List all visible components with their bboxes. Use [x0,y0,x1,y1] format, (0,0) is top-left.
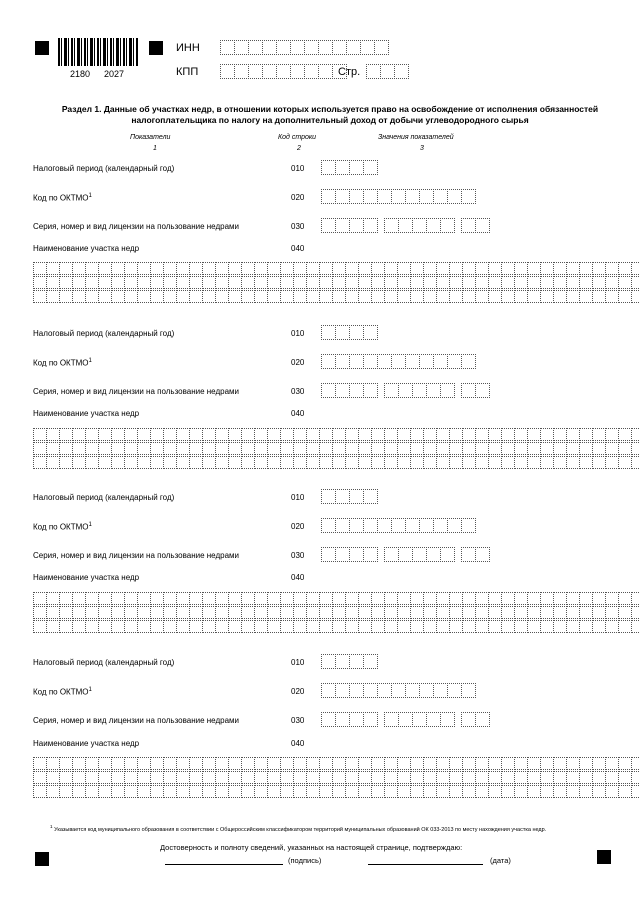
column-header-line-code: Код строки [278,134,317,141]
column-number-1: 1 [153,145,157,152]
signature-statement: Достоверность и полноту сведений, указанных на настоящей странице, подтверждаю: [160,843,463,852]
footnote-marker: 1 [50,824,53,829]
row-code-040: 040 [291,739,305,748]
footnote-text: Указывается код муниципального образования в соответствии с Общероссийским классификатором территорий муниципальных образований ОК 033-2013 по месту нахождения участка недр. [54,826,547,833]
tax-period-field[interactable] [321,489,377,504]
oktmo-field[interactable] [321,354,475,369]
corner-marker-top-left [35,41,49,55]
kpp-field[interactable] [220,64,346,79]
row-name-label: Наименование участка недр [33,409,140,418]
subsoil-name-field-line-3[interactable] [33,290,640,303]
license-field[interactable] [321,218,489,233]
kpp-label: КПП [176,66,199,78]
column-header-indicators: Показатели [130,134,171,141]
signature-label: (подпись) [288,856,322,865]
row-oktmo-label: Код по ОКТМО$^1$ [33,193,92,203]
barcode [58,38,138,66]
row-code-020: 020 [291,358,305,367]
tax-period-field[interactable] [321,325,377,340]
column-number-2: 2 [297,145,301,152]
subsoil-name-field-line-2[interactable] [33,276,640,289]
row-period-label: Налоговый период (календарный год) [33,164,175,173]
corner-marker-top-right [149,41,163,55]
subsoil-name-field-line-1[interactable] [33,428,640,441]
row-code-030: 030 [291,551,305,560]
row-name-label: Наименование участка недр [33,244,140,253]
corner-marker-bottom-right [597,850,611,864]
subsoil-name-field-line-3[interactable] [33,620,640,633]
page-label: Стр. [338,66,361,78]
row-code-040: 040 [291,244,305,253]
subsoil-name-field-line-1[interactable] [33,757,640,770]
row-code-010: 010 [291,658,305,667]
oktmo-field[interactable] [321,189,475,204]
date-line[interactable] [368,864,483,865]
date-label: (дата) [490,856,511,865]
barcode-number-left: 2180 [70,69,91,79]
page-number-field[interactable] [366,64,408,79]
oktmo-field[interactable] [321,518,475,533]
subsoil-name-field-line-2[interactable] [33,771,640,784]
row-license-label: Серия, номер и вид лицензии на пользование недрами [33,551,239,560]
subsoil-name-field-line-3[interactable] [33,785,640,798]
row-code-020: 020 [291,687,305,696]
subsoil-name-field-line-2[interactable] [33,606,640,619]
corner-marker-bottom-left [35,852,49,866]
row-code-040: 040 [291,409,305,418]
row-license-label: Серия, номер и вид лицензии на пользование недрами [33,222,239,231]
row-period-label: Налоговый период (календарный год) [33,658,175,667]
row-oktmo-label: Код по ОКТМО$^1$ [33,522,92,532]
subsoil-name-field-line-1[interactable] [33,262,640,275]
row-code-040: 040 [291,573,305,582]
inn-field[interactable] [220,40,388,55]
signature-line[interactable] [165,864,283,865]
license-field[interactable] [321,712,489,727]
tax-period-field[interactable] [321,160,377,175]
row-period-label: Налоговый период (календарный год) [33,329,175,338]
row-code-030: 030 [291,716,305,725]
column-header-values: Значения показателей [378,134,454,141]
row-code-020: 020 [291,193,305,202]
row-code-010: 010 [291,329,305,338]
subsoil-name-field-line-3[interactable] [33,456,640,469]
row-code-010: 010 [291,493,305,502]
row-license-label: Серия, номер и вид лицензии на пользование недрами [33,716,239,725]
row-name-label: Наименование участка недр [33,739,140,748]
subsoil-name-field-line-1[interactable] [33,592,640,605]
oktmo-field[interactable] [321,683,475,698]
inn-label: ИНН [176,42,200,54]
row-period-label: Налоговый период (календарный год) [33,493,175,502]
row-code-030: 030 [291,387,305,396]
row-license-label: Серия, номер и вид лицензии на пользование недрами [33,387,239,396]
column-number-3: 3 [420,145,424,152]
row-code-030: 030 [291,222,305,231]
section-title: Раздел 1. Данные об участках недр, в отношении которых используется право на освобождение от исполнения обязанностей налогоплательщика по налогу на дополнительный доход от добычи углеводородного сырья [61,104,599,125]
subsoil-name-field-line-2[interactable] [33,442,640,455]
row-oktmo-label: Код по ОКТМО$^1$ [33,687,92,697]
row-code-010: 010 [291,164,305,173]
license-field[interactable] [321,383,489,398]
footnote [50,823,610,834]
row-name-label: Наименование участка недр [33,573,140,582]
row-oktmo-label: Код по ОКТМО$^1$ [33,358,92,368]
barcode-number-right: 2027 [104,69,125,79]
row-code-020: 020 [291,522,305,531]
license-field[interactable] [321,547,489,562]
tax-period-field[interactable] [321,654,377,669]
